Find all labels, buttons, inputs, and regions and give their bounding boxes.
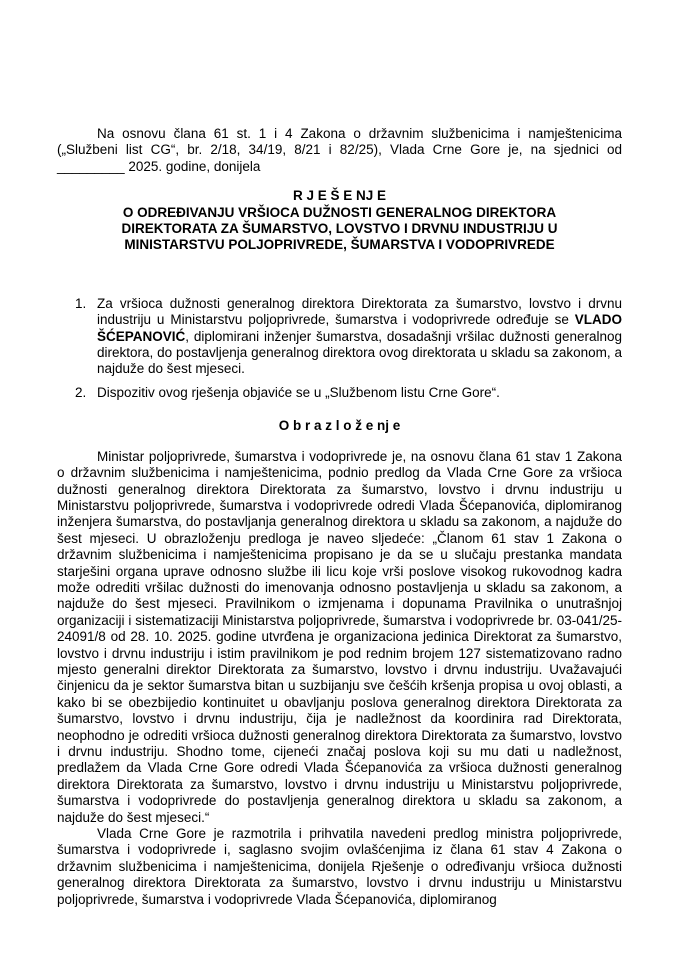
intro-paragraph: Na osnovu člana 61 st. 1 i 4 Zakona o državnim službenicima i namještenicima („Službeni list CG“, br. 2/18, 34/19, 8/21 i 82/25), Vlada Crne Gore je, na sjednici od _________ 2025. godine, donijela xyxy=(57,126,622,174)
decision-item-1-text-before: Za vršioca dužnosti generalnog direktora Direktorata za šumarstvo, lovstvo i drvnu industriju u Ministarstvu poljoprivrede, šumarstva i vodoprivrede određuje se xyxy=(97,295,622,328)
decision-item-2-text: Dispozitiv ovog rješenja objaviće se u „Službenom listu Crne Gore“. xyxy=(97,384,500,400)
title-block xyxy=(57,188,622,254)
appointee-name: VLADO ŠĆEPANOVIĆ xyxy=(97,312,622,344)
decision-item-1-number: 1. xyxy=(75,295,87,311)
decision-items xyxy=(57,296,622,401)
decision-item-2 xyxy=(57,385,622,401)
document-subtitle-line-3: MINISTARSTVU POLJOPRIVREDE, ŠUMARSTVA I VODOPRIVREDE xyxy=(124,237,555,253)
document-subtitle-line-1: O ODREĐIVANJU VRŠIOCA DUŽNOSTI GENERALNOG DIREKTORA xyxy=(122,204,557,220)
document-title: R J E Š E NJ E xyxy=(292,188,387,204)
section-heading-obrazlozenje: O b r a z l o ž e nj e xyxy=(278,418,401,434)
body-paragraph-1: Ministar poljoprivrede, šumarstva i vodoprivrede je, na osnovu člana 61 stav 1 Zakona o državnim službenicima i namještenicima, podnio predlog da Vlada Crne Gore za vršioca dužnosti generalnog direktora Direktorata za šumarstvo, lovstvo i drvnu industriju u Ministarstvu poljoprivrede, šumarstva i vodoprivrede odredi Vlada Šćepanovića, diplomiranog inženjera šumarstva, do postavljanja generalnog direktora u skladu sa zakonom, a najduže do šest mjeseci. U obrazloženju predloga je naveo sljedeće: „Članom 61 stav 1 Zakona o državnim službenicima i namještenicima propisano je da se u slučaju prestanka mandata starješini organa uprave odnosno službe ili licu koje vrši poslove visokog rukovodnog kadra može odrediti vršilac dužnosti do imenovanja odnosno postavljenja u skladu sa zakonom, a najduže do šest mjeseci. Pravilnikom o izmjenama i dopunama Pravilnika o unutrašnjoj organizaciji i sistematizaciji Ministarstva poljoprivrede, šumarstva i vodoprivrede br. 03-041/25-24091/8 od 28. 10. 2025. godine utvrđena je organizaciona jedinica Direktorat za šumarstvo, lovstvo i drvnu industriju i istim pravilnikom je pod rednim brojem 127 sistematizovano radno mjesto generalni direktor Direktorata za šumarstvo, lovstvo i drvnu industriju. Uvažavajući činjenicu da je sektor šumarstva bitan u suzbijanju sve češćih kršenja propisa u ovoj oblasti, a kako bi se obezbijedio kontinuitet u obavljanju poslova generalnog direktora Direktorata za šumarstvo, lovstvo i drvnu industriju, čija je nadležnost da koordinira rad Direktorata, neophodno je odrediti vršioca dužnosti generalnog direktora Direktorata za šumarstvo, lovstvo i drvnu industriju. Shodno tome, cijeneći značaj poslova koji su mu dati u nadležnost, predlažem da Vlada Crne Gore odredi Vlada Šćepanovića za vršioca dužnosti generalnog direktora Direktorata za šumarstvo, lovstvo i drvnu industriju u Ministarstvu poljoprivrede, šumarstva i vodoprivrede do postavljenja generalnog direktora u skladu sa zakonom, a najduže do šest mjeseci.“ xyxy=(57,448,622,825)
decision-item-1 xyxy=(57,296,622,378)
decision-item-1-text-after: , diplomirani inženjer šumarstva, dosadašnji vršilac dužnosti generalnog direktora, do postavljenja generalnog direktora ovog direktorata u skladu sa zakonom, a najduže do šest mjeseci. xyxy=(97,328,622,377)
body-paragraph-2: Vlada Crne Gore je razmotrila i prihvatila navedeni predlog ministra poljoprivrede, šumarstva i vodoprivrede i, saglasno svojim ovlašćenjima iz člana 61 stav 4 Zakona o državnim službenicima i namještenicima, donijela Rješenje o određivanju vršioca dužnosti generalnog direktora Direktorata za šumarstvo, lovstvo i drvnu industriju u Ministarstvu poljoprivrede, šumarstva i vodoprivrede Vlada Šćepanovića, diplomiranog xyxy=(57,826,622,907)
decision-item-2-number: 2. xyxy=(75,384,87,400)
document-subtitle-line-2: DIREKTORATA ZA ŠUMARSTVO, LOVSTVO I DRVNU INDUSTRIJU U xyxy=(121,221,558,237)
